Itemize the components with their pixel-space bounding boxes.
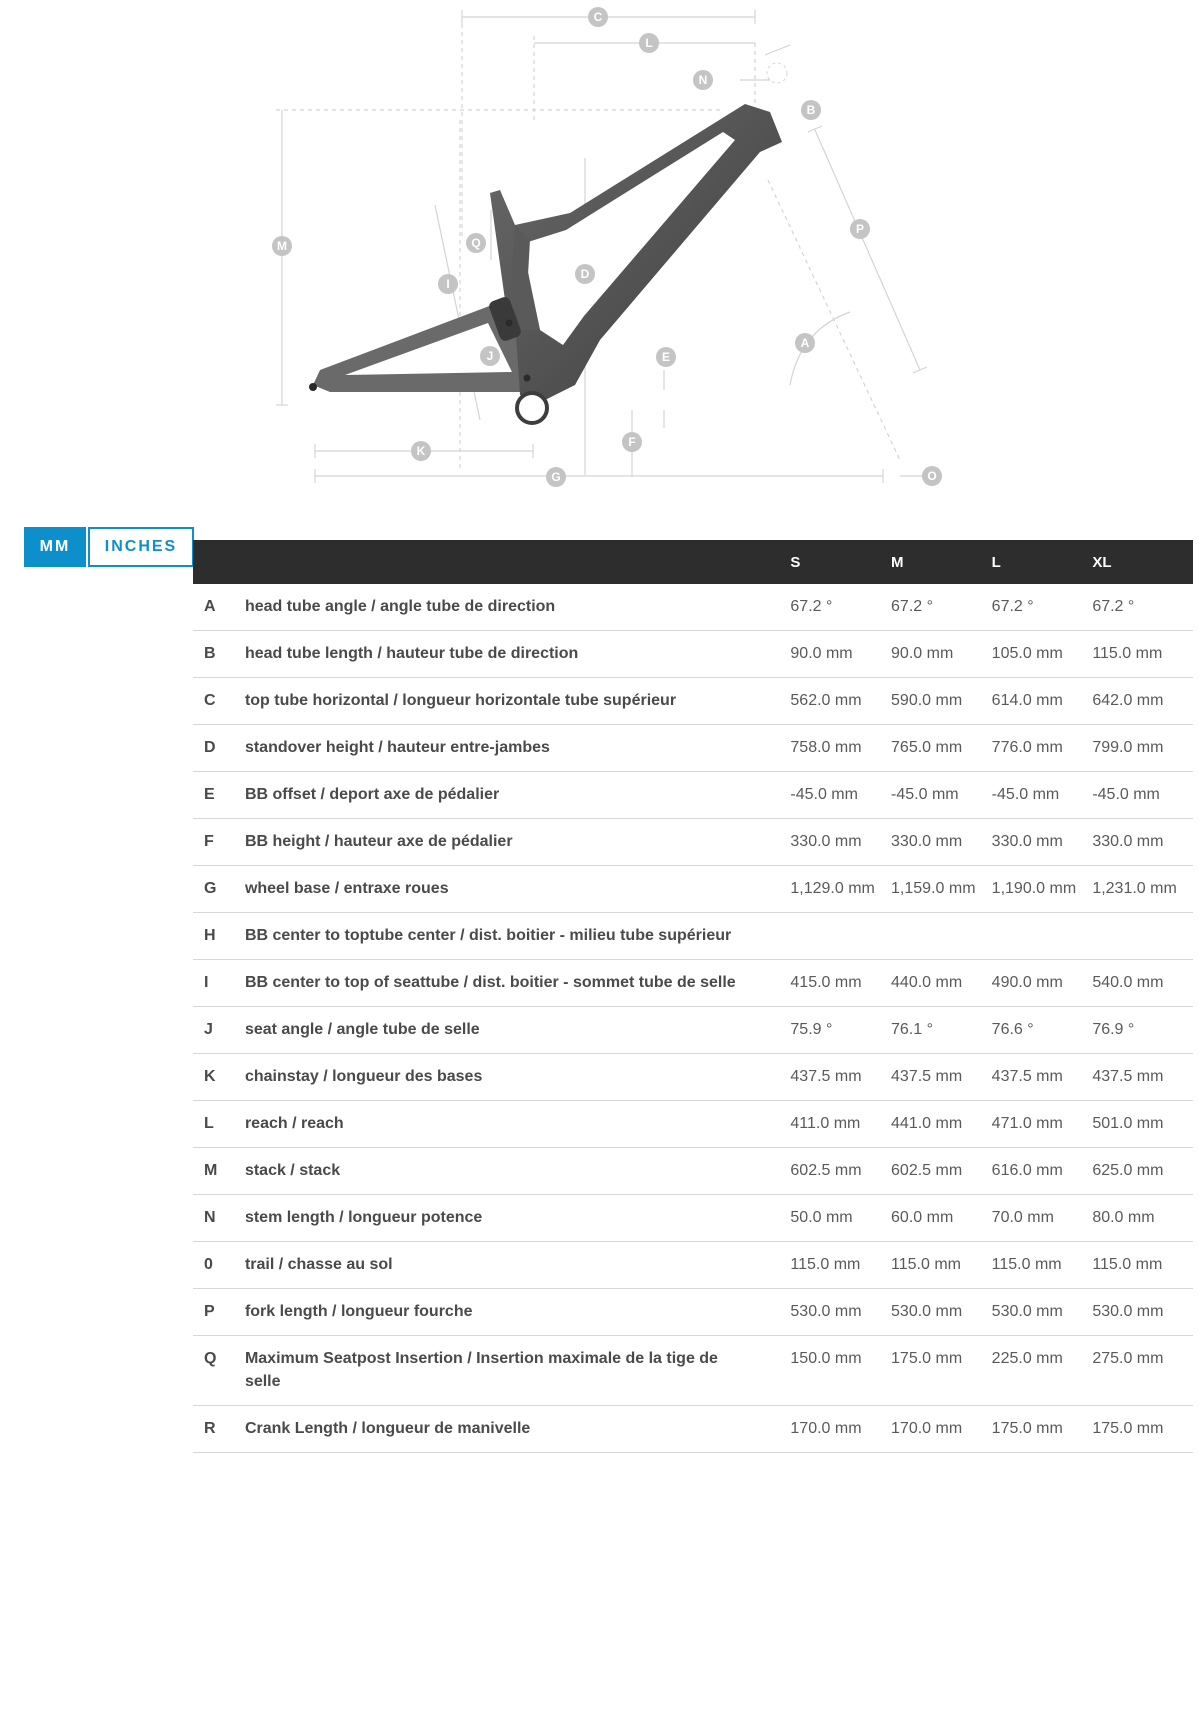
row-value-l: 471.0 mm bbox=[992, 1101, 1093, 1148]
geometry-table bbox=[193, 540, 1193, 1453]
table-row bbox=[193, 772, 1193, 819]
row-measurement-name: trail / chasse au sol bbox=[245, 1242, 790, 1289]
label-i bbox=[438, 274, 458, 294]
row-value-xl: 175.0 mm bbox=[1092, 1406, 1193, 1453]
header-size-s: S bbox=[790, 540, 891, 584]
label-m bbox=[272, 236, 292, 256]
row-value-xl: 642.0 mm bbox=[1092, 678, 1193, 725]
label-d bbox=[575, 264, 595, 284]
row-measurement-name: fork length / longueur fourche bbox=[245, 1289, 790, 1336]
row-letter: L bbox=[193, 1101, 245, 1148]
label-j bbox=[480, 346, 500, 366]
row-value-m: 590.0 mm bbox=[891, 678, 992, 725]
label-d-text: D bbox=[580, 267, 590, 281]
label-c bbox=[588, 7, 608, 27]
row-measurement-name: seat angle / angle tube de selle bbox=[245, 1007, 790, 1054]
header-measurement bbox=[245, 540, 790, 584]
label-o bbox=[922, 466, 942, 486]
row-value-s: 90.0 mm bbox=[790, 631, 891, 678]
row-value-xl: 799.0 mm bbox=[1092, 725, 1193, 772]
table-row bbox=[193, 1007, 1193, 1054]
label-q bbox=[466, 233, 486, 253]
label-p bbox=[850, 219, 870, 239]
label-g-text: G bbox=[551, 470, 561, 484]
row-value-l bbox=[992, 913, 1093, 960]
table-row bbox=[193, 866, 1193, 913]
row-letter: M bbox=[193, 1148, 245, 1195]
row-measurement-name: standover height / hauteur entre-jambes bbox=[245, 725, 790, 772]
label-c-text: C bbox=[593, 10, 603, 24]
row-measurement-name: BB offset / deport axe de pédalier bbox=[245, 772, 790, 819]
label-l-text: L bbox=[645, 36, 653, 50]
row-value-l: 175.0 mm bbox=[992, 1406, 1093, 1453]
label-k bbox=[411, 441, 431, 461]
row-value-xl: 275.0 mm bbox=[1092, 1336, 1193, 1406]
row-letter: H bbox=[193, 913, 245, 960]
row-value-m: 602.5 mm bbox=[891, 1148, 992, 1195]
label-l bbox=[639, 33, 659, 53]
row-letter: I bbox=[193, 960, 245, 1007]
row-letter: C bbox=[193, 678, 245, 725]
table-header-row bbox=[193, 540, 1193, 584]
row-letter: K bbox=[193, 1054, 245, 1101]
row-value-l: 437.5 mm bbox=[992, 1054, 1093, 1101]
row-letter: E bbox=[193, 772, 245, 819]
row-letter: B bbox=[193, 631, 245, 678]
header-size-m: M bbox=[891, 540, 992, 584]
row-letter: Q bbox=[193, 1336, 245, 1406]
row-value-s: -45.0 mm bbox=[790, 772, 891, 819]
label-f bbox=[622, 432, 642, 452]
row-value-m: 330.0 mm bbox=[891, 819, 992, 866]
row-value-l: 115.0 mm bbox=[992, 1242, 1093, 1289]
row-value-s: 330.0 mm bbox=[790, 819, 891, 866]
label-a bbox=[795, 333, 815, 353]
row-value-xl: 437.5 mm bbox=[1092, 1054, 1193, 1101]
row-value-l: -45.0 mm bbox=[992, 772, 1093, 819]
label-j-text: J bbox=[486, 349, 494, 363]
row-value-l: 490.0 mm bbox=[992, 960, 1093, 1007]
label-n-text: N bbox=[698, 73, 708, 87]
table-body bbox=[193, 584, 1193, 1453]
row-value-xl: 540.0 mm bbox=[1092, 960, 1193, 1007]
row-measurement-name: reach / reach bbox=[245, 1101, 790, 1148]
inches-unit-button[interactable]: INCHES bbox=[88, 527, 194, 567]
label-o-text: O bbox=[927, 469, 937, 483]
row-value-m: 76.1 ° bbox=[891, 1007, 992, 1054]
label-g bbox=[546, 467, 566, 487]
header-size-l: L bbox=[992, 540, 1093, 584]
row-value-s: 758.0 mm bbox=[790, 725, 891, 772]
row-value-l: 330.0 mm bbox=[992, 819, 1093, 866]
table-row bbox=[193, 1054, 1193, 1101]
row-letter: N bbox=[193, 1195, 245, 1242]
row-value-s: 415.0 mm bbox=[790, 960, 891, 1007]
table-row bbox=[193, 1101, 1193, 1148]
unit-toggle bbox=[24, 527, 194, 567]
header-letter bbox=[193, 540, 245, 584]
row-measurement-name: chainstay / longueur des bases bbox=[245, 1054, 790, 1101]
row-value-s: 75.9 ° bbox=[790, 1007, 891, 1054]
label-k-text: K bbox=[416, 444, 426, 458]
table-row bbox=[193, 1406, 1193, 1453]
row-value-s: 115.0 mm bbox=[790, 1242, 891, 1289]
label-q-text: Q bbox=[471, 236, 481, 250]
row-value-m: 175.0 mm bbox=[891, 1336, 992, 1406]
row-letter: A bbox=[193, 584, 245, 631]
row-measurement-name: BB height / hauteur axe de pédalier bbox=[245, 819, 790, 866]
row-value-s: 150.0 mm bbox=[790, 1336, 891, 1406]
table-row bbox=[193, 819, 1193, 866]
row-value-xl: 115.0 mm bbox=[1092, 631, 1193, 678]
row-value-l: 76.6 ° bbox=[992, 1007, 1093, 1054]
row-value-m: 115.0 mm bbox=[891, 1242, 992, 1289]
row-value-s: 170.0 mm bbox=[790, 1406, 891, 1453]
row-value-s: 50.0 mm bbox=[790, 1195, 891, 1242]
row-value-m: 441.0 mm bbox=[891, 1101, 992, 1148]
table-row bbox=[193, 1195, 1193, 1242]
table-row bbox=[193, 960, 1193, 1007]
row-letter: D bbox=[193, 725, 245, 772]
row-value-l: 225.0 mm bbox=[992, 1336, 1093, 1406]
row-value-m: 60.0 mm bbox=[891, 1195, 992, 1242]
row-measurement-name: wheel base / entraxe roues bbox=[245, 866, 790, 913]
label-e bbox=[656, 347, 676, 367]
table-row bbox=[193, 725, 1193, 772]
row-value-s: 562.0 mm bbox=[790, 678, 891, 725]
label-b bbox=[801, 100, 821, 120]
row-value-xl: 330.0 mm bbox=[1092, 819, 1193, 866]
table-row bbox=[193, 631, 1193, 678]
row-measurement-name: BB center to toptube center / dist. boitier - milieu tube supérieur bbox=[245, 913, 790, 960]
table-row bbox=[193, 584, 1193, 631]
row-measurement-name: Maximum Seatpost Insertion / Insertion maximale de la tige de selle bbox=[245, 1336, 790, 1406]
row-letter: R bbox=[193, 1406, 245, 1453]
row-value-m: 90.0 mm bbox=[891, 631, 992, 678]
row-value-m: 1,159.0 mm bbox=[891, 866, 992, 913]
row-value-s: 1,129.0 mm bbox=[790, 866, 891, 913]
row-value-s: 530.0 mm bbox=[790, 1289, 891, 1336]
label-b-text: B bbox=[806, 103, 816, 117]
label-n bbox=[693, 70, 713, 90]
row-value-s: 67.2 ° bbox=[790, 584, 891, 631]
label-f-text: F bbox=[628, 435, 636, 449]
row-value-l: 616.0 mm bbox=[992, 1148, 1093, 1195]
row-value-s: 437.5 mm bbox=[790, 1054, 891, 1101]
row-value-xl bbox=[1092, 913, 1193, 960]
label-e-text: E bbox=[661, 350, 671, 364]
table-row bbox=[193, 678, 1193, 725]
row-value-m: 765.0 mm bbox=[891, 725, 992, 772]
row-value-l: 776.0 mm bbox=[992, 725, 1093, 772]
label-a-text: A bbox=[800, 336, 810, 350]
frame-geometry-diagram bbox=[0, 0, 1200, 500]
row-value-xl: 530.0 mm bbox=[1092, 1289, 1193, 1336]
row-value-s: 411.0 mm bbox=[790, 1101, 891, 1148]
row-value-xl: 1,231.0 mm bbox=[1092, 866, 1193, 913]
row-value-xl: 67.2 ° bbox=[1092, 584, 1193, 631]
row-measurement-name: stem length / longueur potence bbox=[245, 1195, 790, 1242]
row-measurement-name: head tube length / hauteur tube de direction bbox=[245, 631, 790, 678]
table-row bbox=[193, 1148, 1193, 1195]
row-measurement-name: top tube horizontal / longueur horizontale tube supérieur bbox=[245, 678, 790, 725]
table-row bbox=[193, 1336, 1193, 1406]
row-value-l: 1,190.0 mm bbox=[992, 866, 1093, 913]
row-value-xl: 625.0 mm bbox=[1092, 1148, 1193, 1195]
bike-frame bbox=[309, 63, 787, 423]
row-value-m: -45.0 mm bbox=[891, 772, 992, 819]
row-letter: F bbox=[193, 819, 245, 866]
row-measurement-name: BB center to top of seattube / dist. boitier - sommet tube de selle bbox=[245, 960, 790, 1007]
row-measurement-name: head tube angle / angle tube de direction bbox=[245, 584, 790, 631]
row-letter: P bbox=[193, 1289, 245, 1336]
row-letter: G bbox=[193, 866, 245, 913]
row-value-m bbox=[891, 913, 992, 960]
table-row bbox=[193, 913, 1193, 960]
row-value-xl: 80.0 mm bbox=[1092, 1195, 1193, 1242]
row-value-l: 614.0 mm bbox=[992, 678, 1093, 725]
table-row bbox=[193, 1242, 1193, 1289]
row-value-s bbox=[790, 913, 891, 960]
row-letter: 0 bbox=[193, 1242, 245, 1289]
row-value-m: 437.5 mm bbox=[891, 1054, 992, 1101]
label-i-text: I bbox=[446, 277, 450, 291]
table-row bbox=[193, 1289, 1193, 1336]
row-value-xl: 501.0 mm bbox=[1092, 1101, 1193, 1148]
label-m-text: M bbox=[277, 239, 287, 253]
row-value-l: 105.0 mm bbox=[992, 631, 1093, 678]
row-letter: J bbox=[193, 1007, 245, 1054]
row-value-m: 530.0 mm bbox=[891, 1289, 992, 1336]
row-value-m: 170.0 mm bbox=[891, 1406, 992, 1453]
row-measurement-name: stack / stack bbox=[245, 1148, 790, 1195]
mm-unit-button[interactable]: MM bbox=[24, 527, 86, 567]
label-p-text: P bbox=[855, 222, 865, 236]
row-measurement-name: Crank Length / longueur de manivelle bbox=[245, 1406, 790, 1453]
row-value-l: 70.0 mm bbox=[992, 1195, 1093, 1242]
row-value-l: 67.2 ° bbox=[992, 584, 1093, 631]
row-value-s: 602.5 mm bbox=[790, 1148, 891, 1195]
row-value-m: 440.0 mm bbox=[891, 960, 992, 1007]
row-value-m: 67.2 ° bbox=[891, 584, 992, 631]
row-value-xl: 115.0 mm bbox=[1092, 1242, 1193, 1289]
row-value-xl: 76.9 ° bbox=[1092, 1007, 1193, 1054]
row-value-l: 530.0 mm bbox=[992, 1289, 1093, 1336]
row-value-xl: -45.0 mm bbox=[1092, 772, 1193, 819]
header-size-xl: XL bbox=[1092, 540, 1193, 584]
